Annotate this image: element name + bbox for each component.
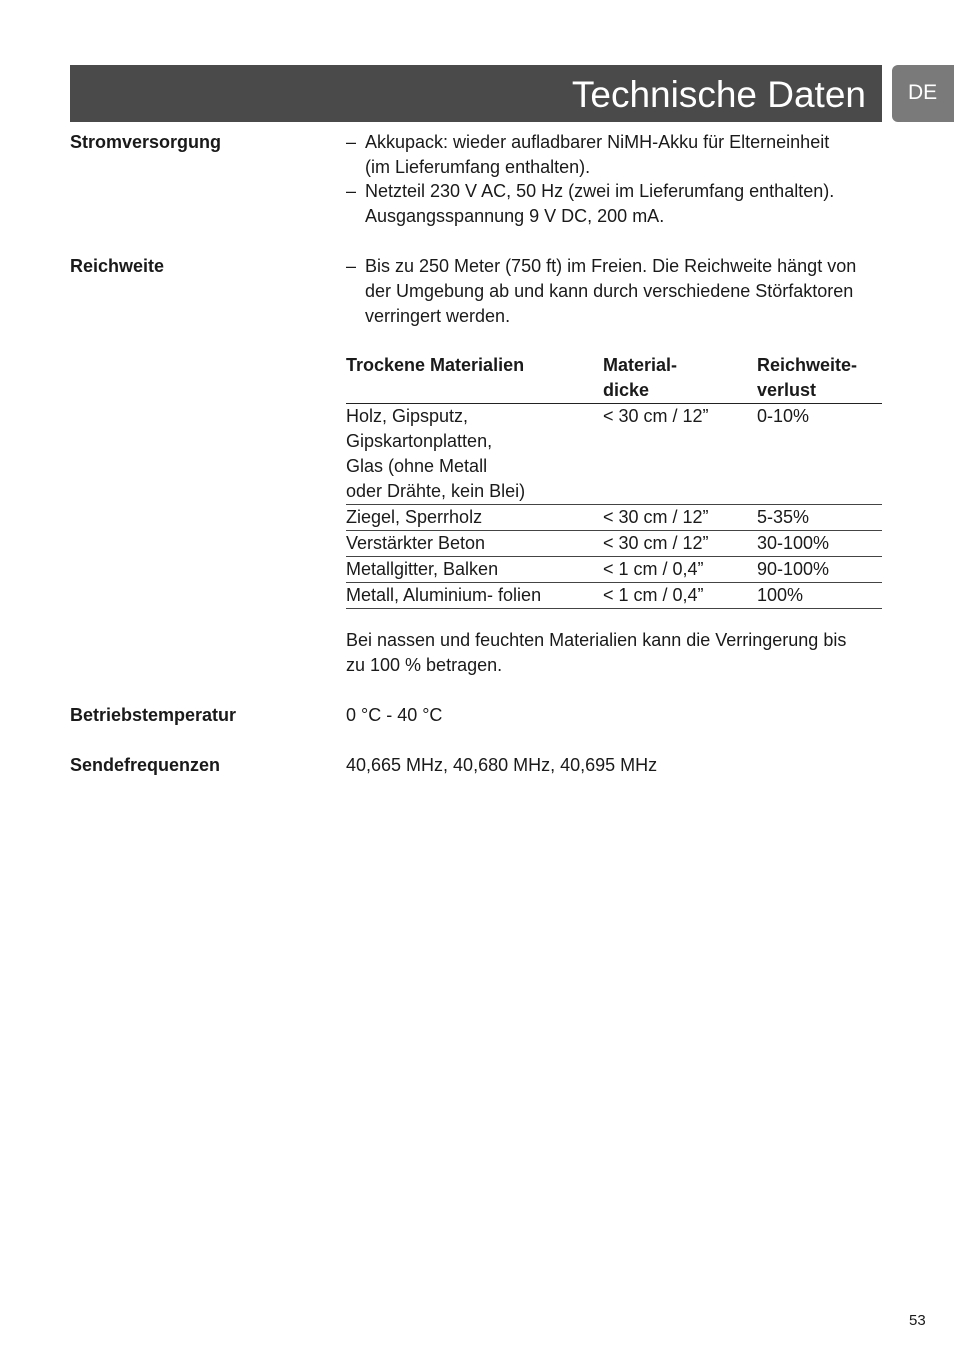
table-row xyxy=(346,505,882,531)
table-row xyxy=(346,557,882,583)
section-header-bar xyxy=(70,65,882,122)
power-label: Stromversorgung xyxy=(70,132,222,152)
cell-loss: 0-10% xyxy=(757,404,882,505)
language-tab: DE xyxy=(892,65,954,122)
bullet-dash: – xyxy=(346,132,357,152)
header-materials: Trockene Materialien xyxy=(346,353,603,404)
operating-temp-label: Betriebstemperatur xyxy=(70,705,237,725)
cell-thickness: < 1 cm / 0,4” xyxy=(603,557,757,583)
cell-thickness: < 30 cm / 12” xyxy=(603,531,757,557)
cell-loss: 100% xyxy=(757,583,882,609)
cell-material: Verstärkter Beton xyxy=(346,531,603,557)
table-header-row xyxy=(346,353,882,404)
frequencies-label: Sendefrequenzen xyxy=(70,755,221,775)
note-line-2: zu 100 % betragen. xyxy=(346,655,503,675)
cell-loss: 5-35% xyxy=(757,505,882,531)
operating-temp-value: 0 °C - 40 °C xyxy=(346,705,443,725)
cell-loss: 30-100% xyxy=(757,531,882,557)
power-item-2-line-2: Ausgangsspannung 9 V DC, 200 mA. xyxy=(365,206,665,226)
range-item-line-3: verringert werden. xyxy=(365,306,511,326)
bullet-dash: – xyxy=(346,181,357,201)
materials-note xyxy=(346,628,846,678)
power-item-2-line-1: Netzteil 230 V AC, 50 Hz (zwei im Lieferumfang enthalten). xyxy=(365,181,835,201)
table-row xyxy=(346,404,882,505)
page-number: 53 xyxy=(909,1312,926,1329)
table-row xyxy=(346,531,882,557)
header-thickness: Material- dicke xyxy=(603,353,757,404)
range-item-1 xyxy=(346,254,886,329)
cell-loss: 90-100% xyxy=(757,557,882,583)
header-range-loss: Reichweite- verlust xyxy=(757,353,882,404)
range-item-line-1: Bis zu 250 Meter (750 ft) im Freien. Die Reichweite hängt von xyxy=(365,256,857,276)
cell-thickness: < 1 cm / 0,4” xyxy=(603,583,757,609)
table-row xyxy=(346,583,882,609)
materials-table xyxy=(346,353,882,609)
frequencies-value: 40,665 MHz, 40,680 MHz, 40,695 MHz xyxy=(346,755,658,775)
power-item-2 xyxy=(346,179,886,229)
cell-thickness: < 30 cm / 12” xyxy=(603,404,757,505)
range-label: Reichweite xyxy=(70,256,165,276)
bullet-dash: – xyxy=(346,256,357,276)
range-item-line-2: der Umgebung ab und kann durch verschiedene Störfaktoren xyxy=(365,281,854,301)
cell-thickness: < 30 cm / 12” xyxy=(603,505,757,531)
cell-material: Ziegel, Sperrholz xyxy=(346,505,603,531)
cell-material: Holz, Gipsputz, Gipskartonplatten, Glas (ohne Metall oder Drähte, kein Blei) xyxy=(346,404,603,505)
power-item-1-line-1: Akkupack: wieder aufladbarer NiMH-Akku für Elterneinheit xyxy=(365,132,830,152)
note-line-1: Bei nassen und feuchten Materialien kann die Verringerung bis xyxy=(346,630,847,650)
power-item-1 xyxy=(346,130,886,180)
cell-material: Metall, Aluminium- folien xyxy=(346,583,603,609)
power-item-1-line-2: (im Lieferumfang enthalten). xyxy=(365,157,591,177)
cell-material: Metallgitter, Balken xyxy=(346,557,603,583)
page-title: Technische Daten xyxy=(571,74,866,115)
